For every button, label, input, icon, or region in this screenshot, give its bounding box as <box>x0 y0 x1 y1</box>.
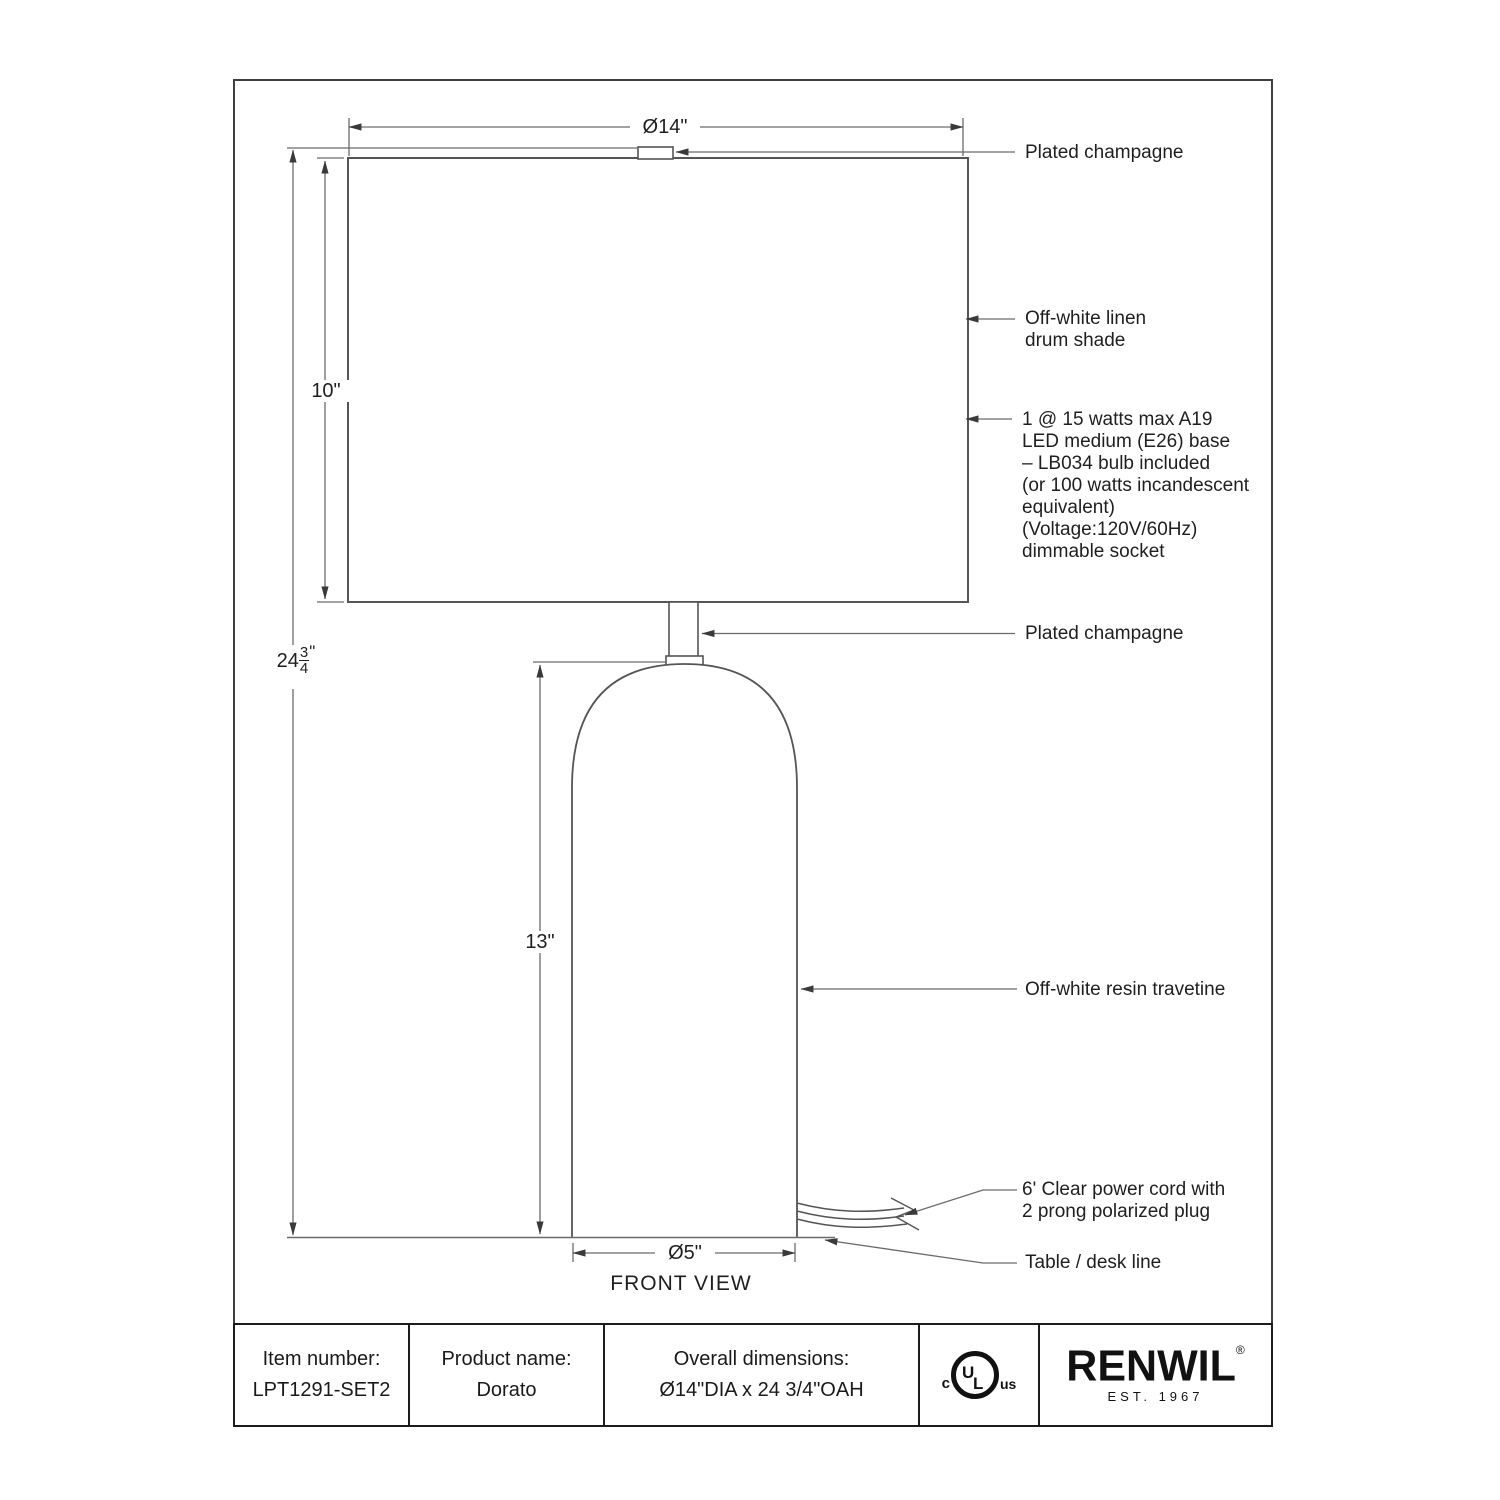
ul-listed-icon <box>942 1351 1017 1399</box>
ul-circle <box>951 1351 999 1399</box>
label-finial: Plated champagne <box>1025 142 1184 163</box>
power-cord-line-1 <box>797 1203 904 1211</box>
dim-base-diameter: Ø5" <box>655 1242 715 1264</box>
title-block-item-number <box>235 1325 410 1425</box>
label-base-material: Off-white resin travetine <box>1025 979 1226 1000</box>
brand-name: RENWIL <box>1066 1341 1236 1391</box>
label-shade <box>1025 308 1146 352</box>
ul-registered-mark: ® <box>969 1394 975 1401</box>
ul-u-text: U <box>962 1363 975 1382</box>
power-cord-line-3 <box>797 1219 907 1227</box>
base-outline <box>572 664 797 1237</box>
leader-table-line <box>825 1240 1017 1263</box>
ul-c-text: c <box>941 1375 950 1392</box>
ul-l-text: L <box>973 1374 984 1393</box>
title-block-product-name <box>410 1325 605 1425</box>
power-cord-line-2 <box>797 1211 904 1219</box>
dim-overall-unit: " <box>309 642 316 661</box>
product-name-label: Product name: <box>441 1348 572 1370</box>
label-shade-line2: drum shade <box>1025 330 1126 351</box>
dim-shade-height: 10" <box>303 380 349 402</box>
dim-overall-height <box>270 642 322 689</box>
dim-shade-diameter: Ø14" <box>630 116 700 138</box>
item-number-label: Item number: <box>262 1348 381 1370</box>
dim-overall-numerator: 3 <box>299 644 309 661</box>
ul-us-text: us <box>1000 1376 1017 1392</box>
title-block-overall-dimensions <box>605 1325 920 1425</box>
label-bulb-line7: dimmable socket <box>1022 541 1165 562</box>
title-block-certification <box>920 1325 1040 1425</box>
label-bulb <box>1022 409 1249 563</box>
label-bulb-line4: (or 100 watts incandescent <box>1022 475 1250 496</box>
shade-outline <box>348 158 968 602</box>
dim-overall-denominator: 4 <box>299 660 309 677</box>
label-bulb-line5: equivalent) <box>1022 497 1115 518</box>
label-cord-line1: 6' Clear power cord with <box>1022 1179 1226 1200</box>
neck-outline <box>669 602 698 657</box>
label-neck: Plated champagne <box>1025 623 1184 644</box>
title-block-brand <box>1040 1325 1271 1425</box>
dim-overall-whole: 24 <box>276 649 299 672</box>
title-block <box>233 1323 1273 1427</box>
label-cord <box>1022 1179 1225 1223</box>
label-bulb-line1: 1 @ 15 watts max A19 <box>1022 409 1213 430</box>
view-title: FRONT VIEW <box>610 1272 752 1295</box>
label-bulb-line3: – LB034 bulb included <box>1022 453 1211 474</box>
label-bulb-line6: (Voltage:120V/60Hz) <box>1022 519 1198 540</box>
dim-base-height: 13" <box>516 931 564 953</box>
finial-outline <box>638 147 673 159</box>
label-table-line: Table / desk line <box>1025 1252 1162 1273</box>
brand-established: EST. 1967 <box>1107 1389 1204 1404</box>
item-number-value: LPT1291-SET2 <box>252 1379 391 1401</box>
label-cord-line2: 2 prong polarized plug <box>1022 1201 1211 1222</box>
renwil-logo <box>1066 1341 1245 1404</box>
label-shade-line1: Off-white linen <box>1025 308 1147 329</box>
leader-cord <box>905 1190 1017 1215</box>
brand-registered-mark: ® <box>1235 1343 1245 1357</box>
label-bulb-line2: LED medium (E26) base <box>1022 431 1231 452</box>
overall-dims-value: Ø14"DIA x 24 3/4"OAH <box>659 1379 864 1401</box>
product-name-value: Dorato <box>476 1379 537 1401</box>
overall-dims-label: Overall dimensions: <box>673 1348 850 1370</box>
